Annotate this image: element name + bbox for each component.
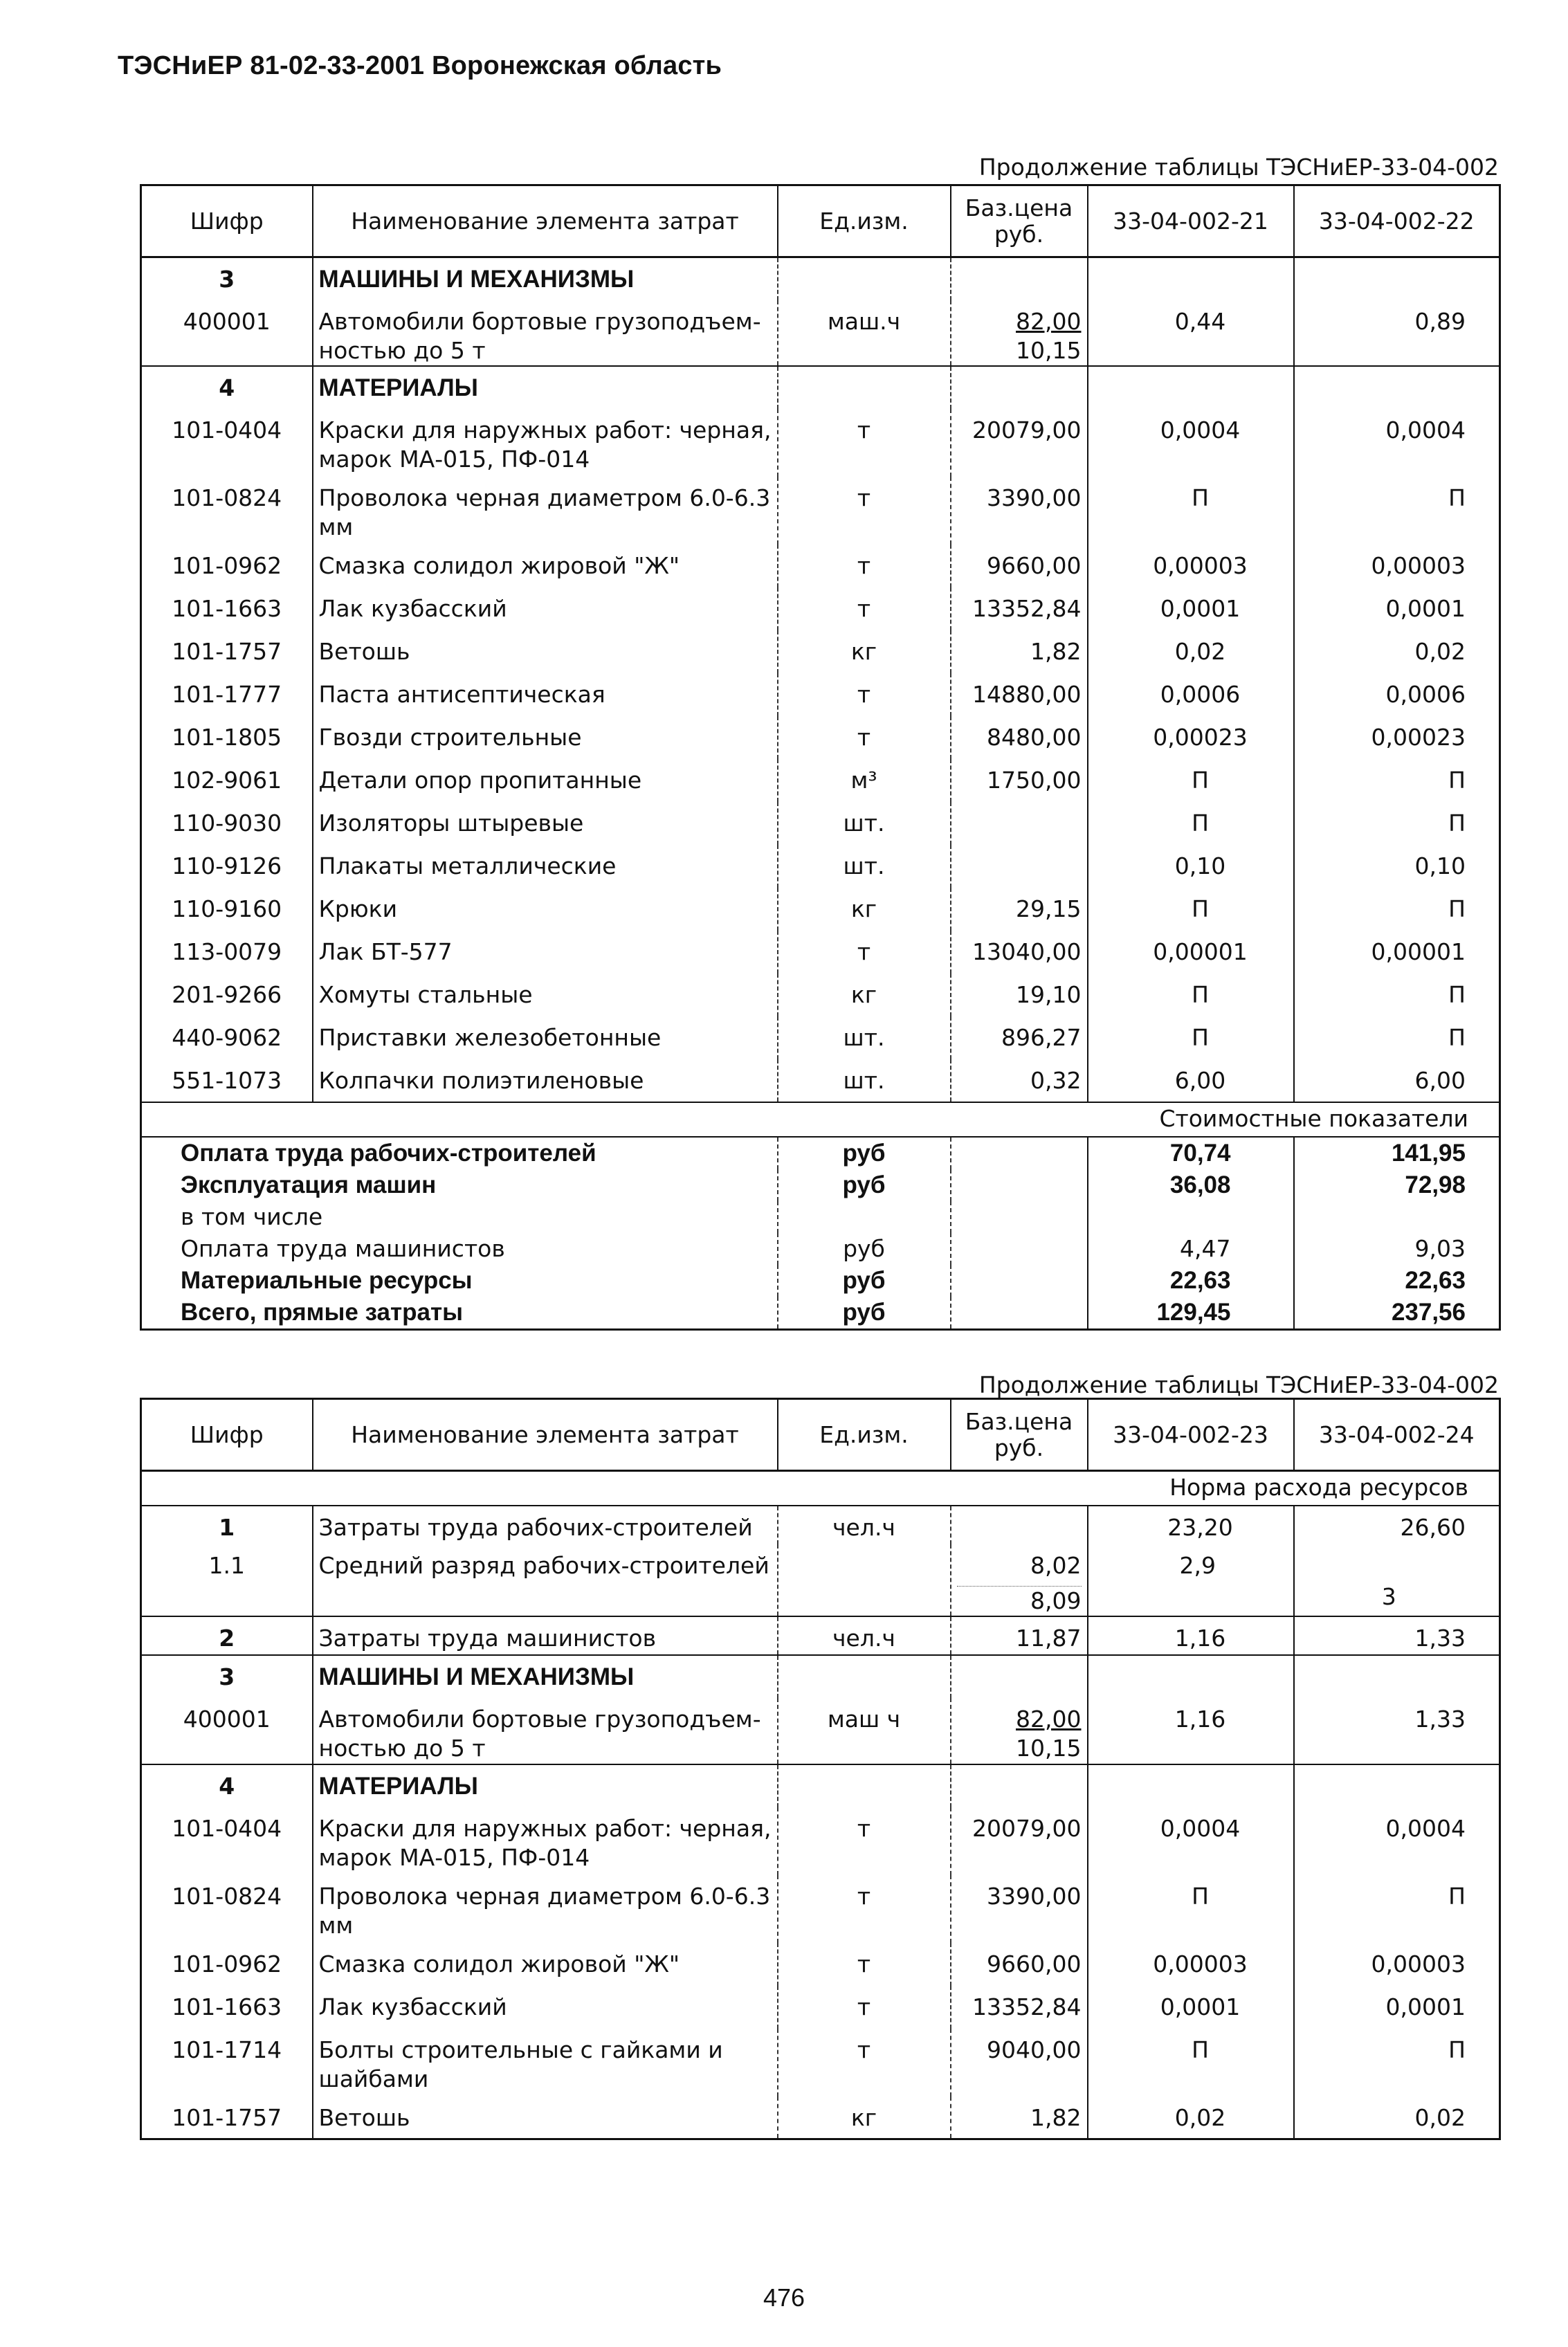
row-code: 101-0404 <box>141 409 313 477</box>
table-row <box>141 1698 1500 1764</box>
section-number: 3 <box>141 257 313 300</box>
row-price: 20079,00 <box>951 1807 1088 1875</box>
header-v2: 33-04-002-22 <box>1294 185 1500 257</box>
table-row <box>141 1807 1500 1875</box>
row-v2: 26,60 <box>1400 1513 1466 1541</box>
table-row <box>141 300 1500 366</box>
summary-unit: руб <box>778 1169 951 1201</box>
row-v1: 2,9 <box>1088 1544 1294 1616</box>
row-unit: чел.ч <box>778 1616 951 1655</box>
header-code: Шифр <box>141 185 313 257</box>
summary-name: Всего, прямые затраты <box>141 1297 778 1330</box>
section-title: МАТЕРИАЛЫ <box>313 366 778 409</box>
table-row <box>141 630 1500 673</box>
summary-v1 <box>1088 1201 1294 1233</box>
row-unit: т <box>778 931 951 974</box>
summary-price <box>951 1297 1088 1330</box>
table-row <box>141 2097 1500 2139</box>
row-code: 101-0962 <box>141 1943 313 1986</box>
row-unit: т <box>778 673 951 716</box>
row-v1: 0,00003 <box>1088 1943 1294 1986</box>
row-v1: 0,02 <box>1088 2097 1294 2139</box>
row-v2: П <box>1448 895 1466 922</box>
row-unit: кг <box>778 2097 951 2139</box>
row-code: 110-9126 <box>141 845 313 888</box>
summary-v2: 237,56 <box>1391 1298 1466 1326</box>
row-unit: кг <box>778 630 951 673</box>
row-v2: 0,0004 <box>1385 1814 1466 1842</box>
row-code: 101-1714 <box>141 2029 313 2097</box>
table-row <box>141 716 1500 759</box>
summary-v1: 22,63 <box>1088 1265 1294 1297</box>
summary-row <box>141 1169 1500 1201</box>
row-v1: 0,02 <box>1088 630 1294 673</box>
table-row <box>141 2029 1500 2097</box>
row-name: Ветошь <box>313 630 778 673</box>
row-price: 9040,00 <box>951 2029 1088 2097</box>
row-code: 400001 <box>141 300 313 366</box>
row-v1: 0,0001 <box>1088 587 1294 630</box>
row-name: Изоляторы штыревые <box>313 802 778 845</box>
summary-row <box>141 1233 1500 1265</box>
row-name: Детали опор пропитанные <box>313 759 778 802</box>
row-name: Смазка солидол жировой "Ж" <box>313 545 778 587</box>
table-row <box>141 802 1500 845</box>
row-unit: т <box>778 1986 951 2029</box>
summary-price <box>951 1265 1088 1297</box>
grade-price-1: 8,02 <box>1030 1551 1082 1579</box>
row-name: Краски для наружных работ: черная, марок МА-015, ПФ-014 <box>313 1807 778 1875</box>
section-number: 4 <box>141 1764 313 1807</box>
row-v1: 6,00 <box>1088 1059 1294 1102</box>
row-v1: П <box>1088 1016 1294 1059</box>
row-name: Автомобили бортовые грузоподъем-ностью до 5 т <box>313 1698 778 1764</box>
section-row-materials <box>141 366 1500 409</box>
row-price: 0,32 <box>951 1059 1088 1102</box>
summary-v2: 72,98 <box>1405 1171 1466 1198</box>
row-v1: 0,00023 <box>1088 716 1294 759</box>
row-v2: 3 <box>1381 1582 1396 1610</box>
header-v2: 33-04-002-24 <box>1294 1399 1500 1471</box>
table-row <box>141 888 1500 931</box>
row-v2: 0,00023 <box>1371 723 1466 751</box>
row-v2: 0,89 <box>1414 307 1466 335</box>
summary-v1: 129,45 <box>1088 1297 1294 1330</box>
summary-v2: 22,63 <box>1405 1266 1466 1294</box>
row-code: 101-0824 <box>141 477 313 545</box>
row-price <box>951 300 1088 366</box>
row-price: 1,82 <box>951 630 1088 673</box>
summary-name: Материальные ресурсы <box>141 1265 778 1297</box>
summary-v2 <box>1294 1201 1500 1233</box>
row-code: 400001 <box>141 1698 313 1764</box>
row-unit: шт. <box>778 802 951 845</box>
row-unit: т <box>778 1807 951 1875</box>
row-price: 13352,84 <box>951 587 1088 630</box>
section-number: 3 <box>141 1655 313 1698</box>
row-price: 14880,00 <box>951 673 1088 716</box>
summary-name: Эксплуатация машин <box>141 1169 778 1201</box>
row-code: 1.1 <box>141 1544 313 1616</box>
row-v2: 1,33 <box>1294 1616 1500 1655</box>
row-price <box>951 845 1088 888</box>
row-name: Крюки <box>313 888 778 931</box>
row-code: 110-9030 <box>141 802 313 845</box>
row-name: Проволока черная диаметром 6.0-6.3 мм <box>313 1875 778 1943</box>
row-unit: т <box>778 409 951 477</box>
table-row <box>141 673 1500 716</box>
row-name: Болты строительные с гайками и шайбами <box>313 2029 778 2097</box>
row-code: 110-9160 <box>141 888 313 931</box>
row-unit: м³ <box>778 759 951 802</box>
row-unit: т <box>778 1875 951 1943</box>
table-continuation-note: Продолжение таблицы ТЭСНиЕР-33-04-002 <box>978 1371 1499 1398</box>
summary-unit <box>778 1201 951 1233</box>
grade-price-2: 8,09 <box>957 1586 1082 1616</box>
row-v2: П <box>1448 766 1466 794</box>
row-code: 101-1757 <box>141 630 313 673</box>
price-operator-wage: 10,15 <box>1016 336 1082 364</box>
row-v1: 0,0004 <box>1088 1807 1294 1875</box>
table-row <box>141 1059 1500 1102</box>
row-price: 9660,00 <box>951 545 1088 587</box>
row-v1: 1,16 <box>1088 1616 1294 1655</box>
row-v1: 0,0004 <box>1088 409 1294 477</box>
header-v1: 33-04-002-21 <box>1088 185 1294 257</box>
summary-v1: 4,47 <box>1088 1233 1294 1265</box>
row-unit: т <box>778 545 951 587</box>
row-price: 19,10 <box>951 974 1088 1016</box>
row-v1: П <box>1088 802 1294 845</box>
row-v2: П <box>1448 1882 1466 1910</box>
table-row <box>141 1616 1500 1655</box>
row-name: Автомобили бортовые грузоподъем-ностью до 5 т <box>313 300 778 366</box>
row-price: 896,27 <box>951 1016 1088 1059</box>
row-price: 1,82 <box>951 2097 1088 2139</box>
header-unit: Ед.изм. <box>778 185 951 257</box>
row-name: Проволока черная диаметром 6.0-6.3 мм <box>313 477 778 545</box>
summary-unit: руб <box>778 1297 951 1330</box>
section-row-machines <box>141 1655 1500 1698</box>
summary-unit: руб <box>778 1233 951 1265</box>
row-v2: 1,33 <box>1414 1705 1466 1733</box>
row-price: 3390,00 <box>951 1875 1088 1943</box>
table-header-row <box>141 185 1500 257</box>
row-name: Колпачки полиэтиленовые <box>313 1059 778 1102</box>
row-v2: 0,00003 <box>1371 1950 1466 1978</box>
row-price: 29,15 <box>951 888 1088 931</box>
table-row <box>141 545 1500 587</box>
row-v2: 0,00003 <box>1371 551 1466 579</box>
row-unit: маш ч <box>778 1698 951 1764</box>
row-name: Плакаты металлические <box>313 845 778 888</box>
row-price <box>951 1544 1088 1616</box>
row-v1: П <box>1088 759 1294 802</box>
table-row <box>141 974 1500 1016</box>
row-v2: П <box>1448 2036 1466 2063</box>
row-v1: 1,16 <box>1088 1698 1294 1764</box>
row-unit: кг <box>778 974 951 1016</box>
row-v1: П <box>1088 477 1294 545</box>
row-v2: П <box>1448 484 1466 511</box>
row-code: 101-1663 <box>141 587 313 630</box>
table-header-row <box>141 1399 1500 1471</box>
table-row <box>141 477 1500 545</box>
row-unit: шт. <box>778 845 951 888</box>
table-row <box>141 1506 1500 1544</box>
summary-unit: руб <box>778 1265 951 1297</box>
price-machine-operation: 82,00 <box>1016 307 1082 335</box>
row-price: 20079,00 <box>951 409 1088 477</box>
row-v1: 0,0006 <box>1088 673 1294 716</box>
resource-table-2 <box>140 1398 1501 2140</box>
row-name: Гвозди строительные <box>313 716 778 759</box>
row-code: 101-0824 <box>141 1875 313 1943</box>
row-name: Средний разряд рабочих-строителей <box>313 1544 778 1616</box>
row-price: 9660,00 <box>951 1943 1088 1986</box>
row-v1: П <box>1088 2029 1294 2097</box>
row-name: Лак кузбасский <box>313 1986 778 2029</box>
row-v2: 0,10 <box>1414 852 1466 879</box>
row-v2: 6,00 <box>1414 1066 1466 1094</box>
header-unit: Ед.изм. <box>778 1399 951 1471</box>
row-v2: 0,00001 <box>1371 938 1466 965</box>
table-row <box>141 587 1500 630</box>
table-row <box>141 1943 1500 1986</box>
cost-indicators-band <box>141 1102 1500 1137</box>
row-code: 551-1073 <box>141 1059 313 1102</box>
row-name: Затраты труда машинистов <box>313 1616 778 1655</box>
cost-indicators-label: Стоимостные показатели <box>141 1102 1500 1137</box>
row-v2: 0,0004 <box>1385 416 1466 444</box>
summary-row <box>141 1201 1500 1233</box>
price-machine-operation: 82,00 <box>1016 1705 1082 1733</box>
table-row <box>141 1016 1500 1059</box>
row-code: 101-1805 <box>141 716 313 759</box>
row-code: 2 <box>141 1616 313 1655</box>
row-unit: шт. <box>778 1016 951 1059</box>
header-code: Шифр <box>141 1399 313 1471</box>
norm-label: Норма расхода ресурсов <box>141 1471 1500 1506</box>
row-code: 101-0404 <box>141 1807 313 1875</box>
row-code: 113-0079 <box>141 931 313 974</box>
section-title: МАШИНЫ И МЕХАНИЗМЫ <box>313 257 778 300</box>
summary-v2: 141,95 <box>1391 1139 1466 1167</box>
header-price: Баз.цена руб. <box>951 185 1088 257</box>
row-unit: т <box>778 2029 951 2097</box>
row-v2: П <box>1448 980 1466 1008</box>
row-unit: маш.ч <box>778 300 951 366</box>
section-title: МАШИНЫ И МЕХАНИЗМЫ <box>313 1655 778 1698</box>
header-name: Наименование элемента затрат <box>313 1399 778 1471</box>
row-code: 201-9266 <box>141 974 313 1016</box>
row-v2: 0,02 <box>1414 2103 1466 2131</box>
table-row <box>141 1544 1500 1616</box>
summary-unit: руб <box>778 1137 951 1169</box>
row-name: Смазка солидол жировой "Ж" <box>313 1943 778 1986</box>
row-v1: П <box>1088 888 1294 931</box>
summary-row <box>141 1137 1500 1169</box>
row-v2: 0,0006 <box>1385 680 1466 708</box>
summary-row <box>141 1265 1500 1297</box>
summary-price <box>951 1169 1088 1201</box>
row-unit: т <box>778 1943 951 1986</box>
row-price: 13352,84 <box>951 1986 1088 2029</box>
row-price: 11,87 <box>951 1616 1088 1655</box>
row-v2: 0,02 <box>1414 637 1466 665</box>
row-v1: 0,10 <box>1088 845 1294 888</box>
row-price: 3390,00 <box>951 477 1088 545</box>
header-name: Наименование элемента затрат <box>313 185 778 257</box>
row-v1: 0,0001 <box>1088 1986 1294 2029</box>
summary-v1: 70,74 <box>1088 1137 1294 1169</box>
section-row-materials <box>141 1764 1500 1807</box>
table-row <box>141 1875 1500 1943</box>
summary-name: Оплата труда рабочих-строителей <box>141 1137 778 1169</box>
summary-name: в том числе <box>141 1201 778 1233</box>
row-name: Хомуты стальные <box>313 974 778 1016</box>
row-v2: П <box>1448 809 1466 837</box>
row-name: Лак БТ-577 <box>313 931 778 974</box>
summary-price <box>951 1137 1088 1169</box>
summary-price <box>951 1201 1088 1233</box>
summary-row <box>141 1297 1500 1330</box>
row-name: Паста антисептическая <box>313 673 778 716</box>
row-name: Краски для наружных работ: черная, марок МА-015, ПФ-014 <box>313 409 778 477</box>
row-price <box>951 1698 1088 1764</box>
row-code: 102-9061 <box>141 759 313 802</box>
row-name: Ветошь <box>313 2097 778 2139</box>
section-row-machines <box>141 257 1500 300</box>
row-v2: 0,0001 <box>1385 1993 1466 2020</box>
summary-price <box>951 1233 1088 1265</box>
section-number: 4 <box>141 366 313 409</box>
row-price: 8480,00 <box>951 716 1088 759</box>
row-unit: чел.ч <box>778 1506 951 1544</box>
table-row <box>141 1986 1500 2029</box>
row-price <box>951 802 1088 845</box>
row-v1: 0,00003 <box>1088 545 1294 587</box>
header-price: Баз.цена руб. <box>951 1399 1088 1471</box>
norm-band <box>141 1471 1500 1506</box>
row-unit: т <box>778 587 951 630</box>
document-title: ТЭСНиЕР 81-02-33-2001 Воронежская область <box>118 51 722 80</box>
row-price: 13040,00 <box>951 931 1088 974</box>
row-name: Приставки железобетонные <box>313 1016 778 1059</box>
section-title: МАТЕРИАЛЫ <box>313 1764 778 1807</box>
row-v1: 0,44 <box>1088 300 1294 366</box>
row-code: 1 <box>141 1506 313 1544</box>
row-v1: П <box>1088 974 1294 1016</box>
resource-table-1 <box>140 184 1501 1331</box>
row-v1: 23,20 <box>1088 1506 1294 1544</box>
row-price: 1750,00 <box>951 759 1088 802</box>
row-v1: П <box>1088 1875 1294 1943</box>
row-code: 101-0962 <box>141 545 313 587</box>
row-name: Затраты труда рабочих-строителей <box>313 1506 778 1544</box>
table-continuation-note: Продолжение таблицы ТЭСНиЕР-33-04-002 <box>978 154 1499 181</box>
table-row <box>141 845 1500 888</box>
row-code: 101-1777 <box>141 673 313 716</box>
summary-name: Оплата труда машинистов <box>141 1233 778 1265</box>
row-v1: 0,00001 <box>1088 931 1294 974</box>
summary-v1: 36,08 <box>1088 1169 1294 1201</box>
table-row <box>141 759 1500 802</box>
price-operator-wage: 10,15 <box>1016 1734 1082 1762</box>
row-unit: т <box>778 477 951 545</box>
summary-v2: 9,03 <box>1414 1234 1466 1262</box>
row-code: 101-1757 <box>141 2097 313 2139</box>
row-v2: 0,0001 <box>1385 594 1466 622</box>
table-row <box>141 409 1500 477</box>
row-v2: П <box>1448 1023 1466 1051</box>
row-unit: т <box>778 716 951 759</box>
header-v1: 33-04-002-23 <box>1088 1399 1294 1471</box>
row-code: 440-9062 <box>141 1016 313 1059</box>
row-name: Лак кузбасский <box>313 587 778 630</box>
page-number: 476 <box>763 2283 805 2312</box>
row-unit: кг <box>778 888 951 931</box>
row-unit: шт. <box>778 1059 951 1102</box>
table-row <box>141 931 1500 974</box>
row-code: 101-1663 <box>141 1986 313 2029</box>
